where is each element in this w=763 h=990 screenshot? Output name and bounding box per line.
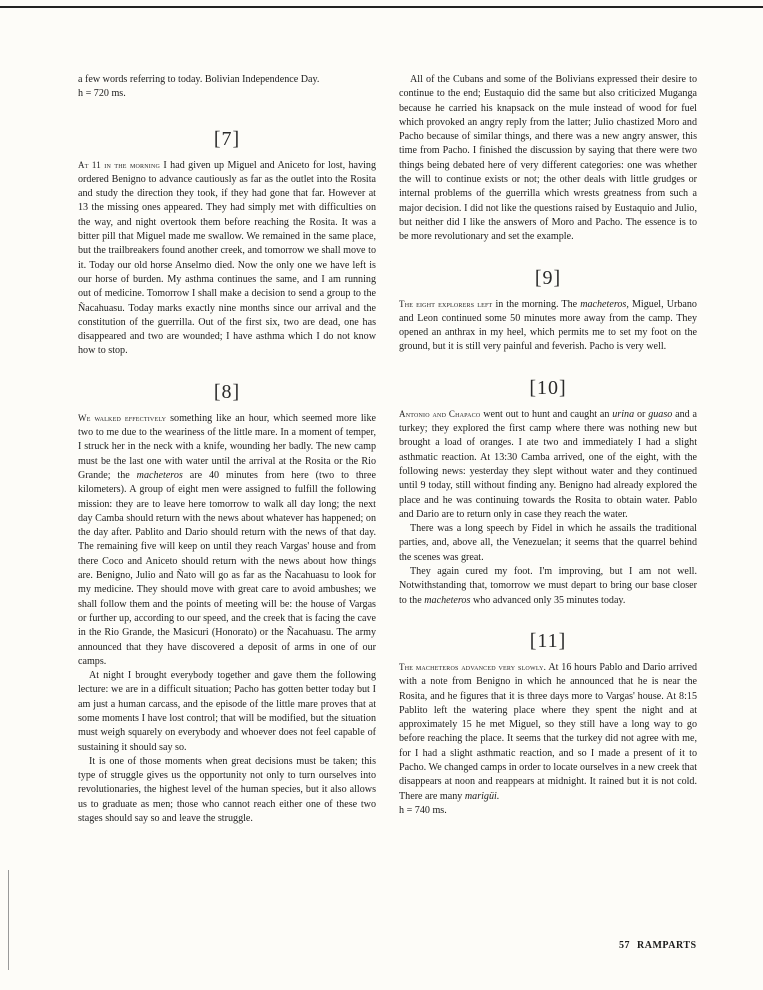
entry-11-altitude: h = 740 ms. bbox=[399, 804, 447, 816]
entry-10-p1-part-e: and a turkey; they explored the first camp where there was nothing new but brought a load of oranges. I ate two and immediately I had a slight asthmatic reaction. At 13:30 Camba arrived, one of the eight, with the following news: yesterday they slept without water and they continued until 9 today, still without finding any. Benigno had already explored the place and he was continuing towards the Rosita to obtain water. Pablo and Dario are to return only in case they reach the water. bbox=[399, 408, 698, 520]
entry-10-p3-part-a: They again cured my foot. I'm improving, but I am not well. Notwithstanding that, tomorrow we must depart to bring our base closer to the bbox=[399, 566, 697, 606]
entry-11-lead: The macheteros advanced very slowly. bbox=[399, 661, 547, 672]
entry-8-paragraph-3: It is one of those moments when great decisions must be taken; this type of struggle gives us the opportunity not only to turn ourselves into revolutionaries, the highest level of the human species, but it also allows us to graduate as men; those who cannot reach either one of these two stages should say so and leave the struggle. bbox=[78, 755, 376, 825]
entry-heading-7: [7] bbox=[213, 127, 241, 150]
entry-8-p1-part-c: are 40 minutes from here (two to three kilometers). A group of eight men were assigned to fulfill the following mission: they are to leave here tomorrow to walk all day long; the next day Camba should return with the news about whatever has happened; on the day after. Pablito and Dario should return with the news of that day. The remaining five will keep on until they reach Vargas' house and from there Coco and Aniceto should return with the news about how things are. Benigno, Julio and Ñato will go as far as the Ñacahuasu to look for my medicine. They should move with great care to avoid ambushes; we shall follow them and the points of meeting will be: the house of Vargas or further up, according to our speed, and the creek that is facing the cave in the Rio Grande, the Masicuri (Honorato) or the Ñacahuasu. The army announced that they have discovered a deposit of arms in one of our camps. bbox=[78, 469, 376, 667]
entry-9-part-a: in the morning. The bbox=[495, 298, 578, 310]
entry-heading-10: [10] bbox=[529, 376, 567, 399]
entry-10-lead: Antonio and Chapaco bbox=[399, 408, 481, 419]
entry-7-text bbox=[78, 158, 376, 359]
entry-8-paragraph-2: At night I brought everybody together and gave them the following lecture: we are in a difficult situation; Pacho has gotten better today but I am just a human carcass, and the episode of the little mare proves that at some moments I have lost control; that will be modified, but the situation must weigh squarely on everybody and whoever does not feel capable of sustaining it should say so. bbox=[78, 670, 376, 753]
entry-heading-11: [11] bbox=[529, 629, 567, 652]
entry-7-body: I had given up Miguel and Aniceto for lost, having ordered Benigno to advance cautiously as far as the outlet into the Rosita and study the direction they took, if they had gone that far. However at 13 the missing ones appeared. They had simply met with difficulties on the way, and night overtook them before reaching the Rosita. It was a bitter pill that Miguel made me swallow. We remained in the same place, but the trailbreakers found another creek, and tomorrow we shall move to it. Today our old horse Anselmo died. Now the only one we have left is our horse of burden. My asthma continues the same, and I am running out of medicine. Tomorrow I shall make a decision to send a group to the Ñacahuasu. Today marks exactly nine months since our arrival and the constitution of the guerrilla. Out of the first six, two are dead, one has disappeared and two are wounded; I have asthma which I do not know how to stop. bbox=[78, 159, 376, 357]
entry-9-italic: macheteros, bbox=[580, 298, 629, 310]
page-number: 57 bbox=[619, 940, 630, 951]
right-intro-paragraph: All of the Cubans and some of the Bolivians expressed their desire to continue to the end; Eustaquio did the same but also criticized Muganga because he carried his knapsack on the mule instead of wood for fuel which provoked an angry reply from the latter; Julio chastized Moro and Pacho because of similar things, and there was a new angry answer, this time from Pacho. I finished the discussion by saying that there were two things being debated here of very different categories: one was whether the will to continue exists or not; the other deals with little grudges or internal problems of the guerrilla which wrests greatness from such a major decision. I did not like the questions raised by Eustaquio and Julio, but neither did I like the answers of Moro and Pacho. The essence is to be more revolutionary and set the example. bbox=[399, 74, 697, 243]
scan-edge-mark bbox=[8, 870, 9, 970]
entry-heading-9: [9] bbox=[534, 266, 562, 289]
publication-name: RAMPARTS bbox=[637, 940, 697, 951]
entry-10-paragraph-3 bbox=[399, 565, 697, 608]
entry-11-part-a: At 16 hours Pablo and Dario arrived with a note from Benigno in which he announced that he is near the Rosita, and he figures that it is three days more to Vargas' house. At 8:15 Pablito left the watering place where they spent the night and at approximately 15 he met Miguel, so they still have a long way to go before reaching the place. It seems that the turkey did not agree with me, for I had a slight asthmatic reaction, and so I made a present of it to Pacho. We changed camps in order to locate ourselves in a new creek that disappears at noon and reappears at midnight. It rained but it is not cold. There are many bbox=[399, 661, 698, 802]
entry-9-lead: The eight explorers left bbox=[399, 298, 493, 309]
entry-heading-8: [8] bbox=[213, 380, 241, 403]
entry-10-paragraph-1 bbox=[399, 407, 697, 522]
entry-10-p3-part-c: who advanced only 35 minutes today. bbox=[472, 594, 626, 606]
entry-9-part-c: Miguel, Urbano and Leon continued some 50 minutes more away from the camp. They opened an anthrax in my heel, which permits me to set my foot on the ground, but it is still very painful and feverish. Pacho is very well. bbox=[399, 298, 697, 353]
entry-11-italic: marigüi. bbox=[464, 790, 500, 802]
entry-7-lead: At 11 in the morning bbox=[78, 159, 161, 170]
page-footer bbox=[619, 940, 697, 951]
entry-11-text bbox=[399, 660, 697, 804]
entry-8-lead: We walked effectively bbox=[78, 412, 167, 423]
top-border-rule bbox=[0, 6, 763, 8]
entry-8-p1-part-a: something like an hour, which seemed more like two to me due to the weariness of the little mare. In a moment of temper, I struck her in the neck with a knife, wounding her badly. The new camp must be the last one with water until the arrival at the Rosita or the Rio Grande; the bbox=[78, 412, 376, 481]
right-column bbox=[399, 73, 697, 818]
entry-8-p1-italic: macheteros bbox=[136, 469, 183, 481]
entry-10-p1-part-c: or bbox=[636, 408, 646, 420]
intro-altitude: h = 720 ms. bbox=[78, 88, 126, 100]
entry-9-text bbox=[399, 297, 697, 355]
entry-10-p1-italic-guaso: guaso bbox=[648, 408, 673, 420]
entry-10-paragraph-2: There was a long speech by Fidel in which he assails the traditional parties, and, above all, the Venezuelan; it seems that the quarrel behind the scenes was great. bbox=[399, 523, 697, 563]
entry-10-p1-italic-urina: urina bbox=[612, 408, 635, 420]
entry-10-p1-part-a: went out to hunt and caught an bbox=[483, 408, 610, 420]
entry-8-paragraph-1 bbox=[78, 411, 376, 669]
left-column bbox=[78, 73, 376, 826]
intro-line: a few words referring to today. Bolivian Independence Day. bbox=[78, 74, 320, 85]
entry-10-p3-italic: macheteros bbox=[424, 594, 471, 606]
